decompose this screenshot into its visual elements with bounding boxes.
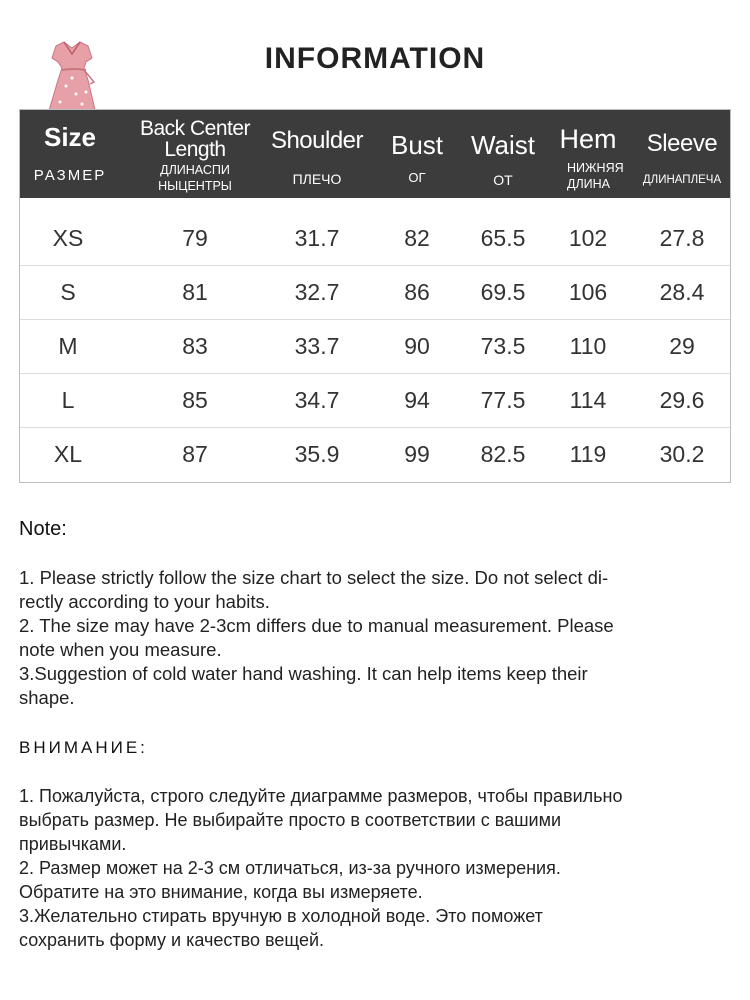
ru-note-line: выбрать размер. Не выбирайте просто в соответствии с вашими xyxy=(19,810,562,830)
table-cell: 69.5 xyxy=(480,279,526,305)
page-title: INFORMATION xyxy=(264,42,486,75)
table-cell: 81 xyxy=(182,279,208,305)
size-chart-table xyxy=(19,109,731,483)
note-line: 1. Please strictly follow the size chart to select the size. Do not select di- xyxy=(19,567,609,588)
table-row-s xyxy=(20,265,730,320)
table-cell: 73.5 xyxy=(480,333,526,359)
table-cell: 82.5 xyxy=(480,441,526,467)
table-cell: 87 xyxy=(182,441,208,467)
ru-note-line: 2. Размер может на 2-3 см отличаться, из-за ручного измерения. xyxy=(19,858,561,878)
table-cell: 34.7 xyxy=(294,387,340,413)
ru-note-line: привычками. xyxy=(19,834,127,854)
note-line: shape. xyxy=(19,687,75,708)
header-waist: Waist ОТ xyxy=(470,130,536,188)
table-cell: 31.7 xyxy=(294,225,340,251)
header-size: Size РАЗМЕР xyxy=(33,122,107,184)
header-back-center-length: Back Center Length ДЛИНАСПИ НЫЦЕНТРЫ xyxy=(139,117,251,193)
note-title: Note: xyxy=(19,518,67,540)
table-cell: S xyxy=(60,279,76,305)
table-cell: 29 xyxy=(669,333,695,359)
header-shoulder: Shoulder ПЛЕЧО xyxy=(270,127,364,187)
note-line: note when you measure. xyxy=(19,639,222,660)
table-cell: M xyxy=(58,333,78,359)
ru-note-line: 1. Пожалуйста, строго следуйте диаграмме размеров, чтобы правильно xyxy=(19,786,623,806)
table-cell: 114 xyxy=(569,387,607,413)
table-row-m xyxy=(20,319,730,374)
header-sleeve: Sleeve ДЛИНАПЛЕЧА xyxy=(642,130,722,186)
table-cell: 29.6 xyxy=(659,387,705,413)
ru-note-line: 3.Желательно стирать вручную в холодной воде. Это поможет xyxy=(19,906,543,926)
table-cell: 32.7 xyxy=(294,279,340,305)
header-hem: Hem НИЖНЯЯ ДЛИНА xyxy=(559,124,624,191)
table-row-xl xyxy=(20,427,730,481)
table-row-l xyxy=(20,373,730,428)
table-cell: XL xyxy=(53,441,83,467)
note-line: 3.Suggestion of cold water hand washing. It can help items keep their xyxy=(19,663,588,684)
table-cell: 83 xyxy=(182,333,208,359)
table-cell: 65.5 xyxy=(480,225,526,251)
ru-note-line: сохранить форму и качество вещей. xyxy=(19,930,325,950)
table-cell: L xyxy=(61,387,75,413)
table-cell: 106 xyxy=(568,279,608,305)
table-cell: 28.4 xyxy=(659,279,705,305)
table-cell: 99 xyxy=(404,441,430,467)
table-cell: 35.9 xyxy=(294,441,340,467)
note-text xyxy=(19,566,731,710)
table-cell: 77.5 xyxy=(480,387,526,413)
table-cell: 110 xyxy=(569,333,607,359)
ru-note-text xyxy=(19,784,731,952)
table-cell: XS xyxy=(52,225,84,251)
table-cell: 102 xyxy=(568,225,608,251)
table-cell: 82 xyxy=(404,225,430,251)
table-cell: 79 xyxy=(182,225,208,251)
table-cell: 33.7 xyxy=(294,333,340,359)
note-line: rectly according to your habits. xyxy=(19,591,270,612)
table-cell: 30.2 xyxy=(659,441,705,467)
note-line: 2. The size may have 2-3cm differs due to manual measurement. Please xyxy=(19,615,614,636)
table-cell: 119 xyxy=(569,441,607,467)
table-header xyxy=(20,110,730,198)
ru-note-line: Обратите на это внимание, когда вы измеряете. xyxy=(19,882,423,902)
table-cell: 94 xyxy=(404,387,430,413)
table-cell: 27.8 xyxy=(659,225,705,251)
table-cell: 86 xyxy=(404,279,430,305)
ru-note-title: ВНИМАНИЕ: xyxy=(19,738,148,757)
header-bust: Bust ОГ xyxy=(390,130,444,185)
table-row-xs xyxy=(20,211,730,266)
table-cell: 85 xyxy=(182,387,208,413)
table-cell: 90 xyxy=(404,333,430,359)
